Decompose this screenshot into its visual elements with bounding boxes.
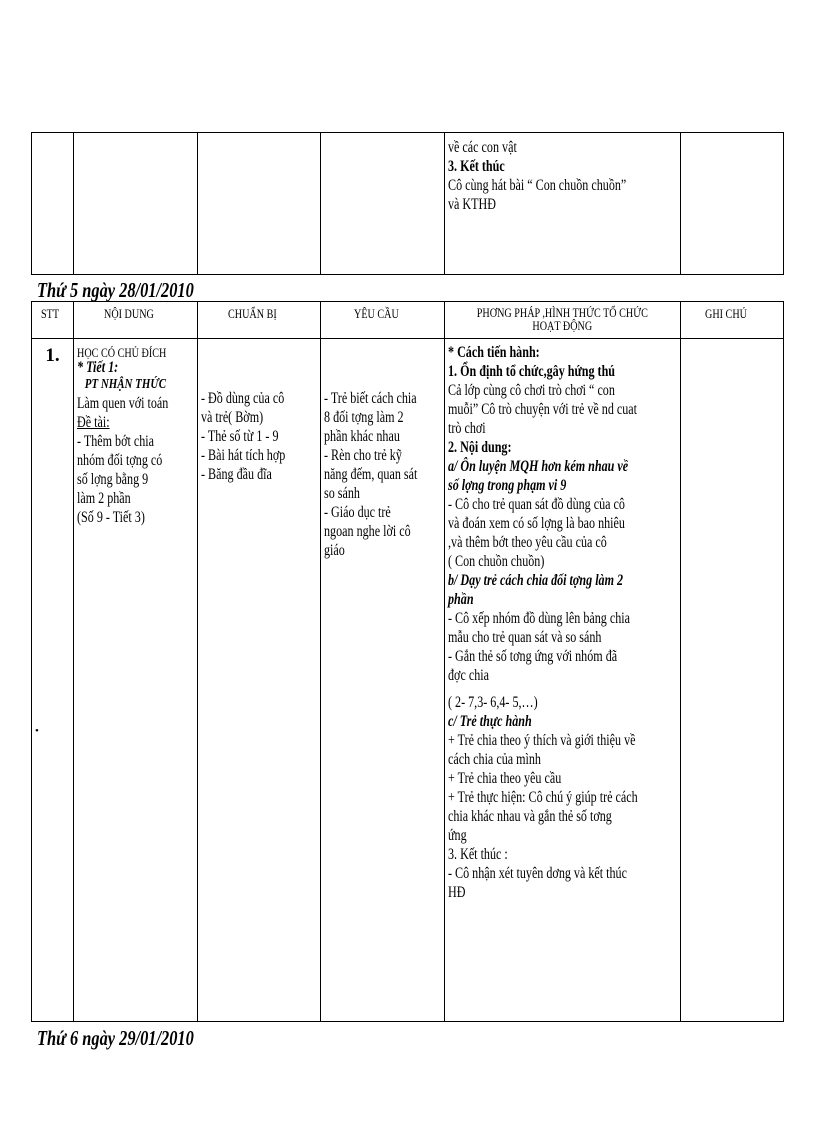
pp-line: + Trẻ thực hiện: Cô chú ý giúp trẻ cách	[448, 789, 638, 806]
noi-dung-de-tai: Đề tài:	[77, 414, 110, 431]
pp-line: cách chia của mình	[448, 751, 541, 768]
noi-dung-cell	[74, 339, 198, 1022]
prev-line: và KTHĐ	[448, 196, 497, 213]
chuan-bi-item: và trẻ( Bờm)	[201, 409, 264, 426]
prev-line: Cô cùng hát bài “ Con chuồn chuồn”	[448, 177, 627, 194]
pp-line: HĐ	[448, 884, 466, 901]
noi-dung-field: PT NHẬN THỨC	[84, 377, 167, 392]
chuan-bi-item: - Băng đầu đĩa	[201, 466, 272, 483]
pp-line: đợc chia	[448, 667, 489, 684]
chuan-bi-item: - Bài hát tích hợp	[201, 447, 286, 464]
header-yeu-cau: YÊU CẦU	[321, 302, 445, 339]
chuan-bi-cell	[198, 339, 321, 1022]
yeu-cau-item: - Giáo dục trẻ	[324, 504, 391, 521]
yeu-cau-cell	[321, 339, 445, 1022]
day-heading-thu-5: Thứ 5 ngày 28/01/2010	[37, 278, 194, 302]
noi-dung-line: (Số 9 - Tiết 3)	[77, 509, 145, 526]
yeu-cau-item: - Trẻ biết cách chia	[324, 390, 417, 407]
yeu-cau-item: so sánh	[324, 485, 360, 502]
prev-phuong-phap-cell	[445, 133, 681, 275]
prev-ket-thuc-heading: 3. Kết thúc	[448, 158, 505, 175]
yeu-cau-item: phần khác nhau	[324, 428, 400, 445]
prev-noi-dung-cell	[74, 133, 198, 275]
pp-subheading: số lợng trong phạm vi 9	[448, 477, 567, 494]
header-ghi-chu: GHI CHÚ	[681, 302, 784, 339]
prev-ghi-chu-cell	[681, 133, 784, 275]
header-row	[32, 302, 784, 339]
yeu-cau-item: giáo	[324, 542, 345, 559]
pp-line: - Gắn thẻ số tơng ứng với nhóm đã	[448, 648, 618, 665]
pp-line: + Trẻ chia theo yêu cầu	[448, 770, 562, 787]
pp-line: mẫu cho trẻ quan sát và so sánh	[448, 629, 602, 646]
chuan-bi-item: - Thẻ số từ 1 - 9	[201, 428, 279, 445]
pp-line: trò chơi	[448, 420, 486, 437]
table-row	[32, 339, 784, 1022]
stt-number: 1.	[45, 345, 60, 366]
header-noi-dung: NỘI DUNG	[74, 302, 198, 339]
previous-day-table	[31, 132, 784, 275]
pp-line: ( Con chuồn chuồn)	[448, 553, 545, 570]
pp-line: ứng	[448, 827, 467, 844]
yeu-cau-item: - Rèn cho trẻ kỹ	[324, 447, 402, 464]
prev-chuan-bi-cell	[198, 133, 321, 275]
yeu-cau-item: năng đếm, quan sát	[324, 466, 418, 483]
noi-dung-line: Làm quen với toán	[77, 395, 169, 412]
noi-dung-line: - Thêm bớt chia	[77, 433, 155, 450]
yeu-cau-item: 8 đối tợng làm 2	[324, 409, 404, 426]
pp-line: + Trẻ chia theo ý thích và giới thiệu về	[448, 732, 636, 749]
prev-yeu-cau-cell	[321, 133, 445, 275]
pp-line: và đoán xem có số lợng là bao nhiêu	[448, 515, 625, 532]
header-phuong-phap: PHƠNG PHÁP ,HÌNH THỨC TỔ CHỨC HOẠT ĐỘNG	[445, 302, 681, 339]
day-heading-thu-6: Thứ 6 ngày 29/01/2010	[37, 1026, 194, 1050]
pp-line: - Cô nhận xét tuyên dơng và kết thúc	[448, 865, 627, 882]
pp-line: - Cô cho trẻ quan sát đồ dùng của cô	[448, 496, 625, 513]
pp-line: ( 2- 7,3- 6,4- 5,…)	[448, 694, 538, 711]
stt-cell	[32, 339, 74, 1022]
noi-dung-line: số lợng bằng 9	[77, 471, 149, 488]
header-stt: STT	[32, 302, 74, 339]
noi-dung-line: nhóm đối tợng có	[77, 452, 163, 469]
schedule-table	[31, 301, 784, 1022]
noi-dung-tiet: * Tiết 1:	[77, 359, 119, 376]
phuong-phap-cell	[445, 339, 681, 1022]
yeu-cau-item: ngoan nghe lời cô	[324, 523, 411, 540]
pp-heading: * Cách tiến hành:	[448, 344, 540, 361]
pp-subheading: c/ Trẻ thực hành	[448, 713, 532, 730]
pp-line: ,và thêm bớt theo yêu cầu của cô	[448, 534, 607, 551]
noi-dung-subject: HỌC CÓ CHỦ ĐÍCH	[77, 345, 167, 360]
pp-line: chia khác nhau và gắn thẻ số tơng	[448, 808, 612, 825]
pp-heading: 2. Nội dung:	[448, 439, 512, 456]
header-chuan-bi: CHUẨN BỊ	[198, 302, 321, 339]
ghi-chu-cell	[681, 339, 784, 1022]
pp-subheading: a/ Ôn luyện MQH hơn kém nhau về	[448, 458, 629, 475]
pp-subheading: b/ Dạy trẻ cách chia đối tợng làm 2	[448, 572, 624, 589]
noi-dung-line: làm 2 phần	[77, 490, 131, 507]
chuan-bi-item: - Đồ dùng của cô	[201, 390, 285, 407]
pp-line: Cả lớp cùng cô chơi trò chơi “ con	[448, 382, 615, 399]
pp-line: 3. Kết thúc :	[448, 846, 508, 863]
bullet-dot: •	[35, 725, 39, 737]
prev-line: về các con vật	[448, 139, 517, 156]
pp-line: - Cô xếp nhóm đồ dùng lên bảng chia	[448, 610, 630, 627]
prev-stt-cell	[32, 133, 74, 275]
pp-heading: 1. Ổn định tổ chức,gây hứng thú	[448, 363, 616, 380]
pp-line: muỗi” Cô trò chuyện với trẻ về nd cuat	[448, 401, 638, 418]
pp-subheading: phần	[448, 591, 474, 608]
